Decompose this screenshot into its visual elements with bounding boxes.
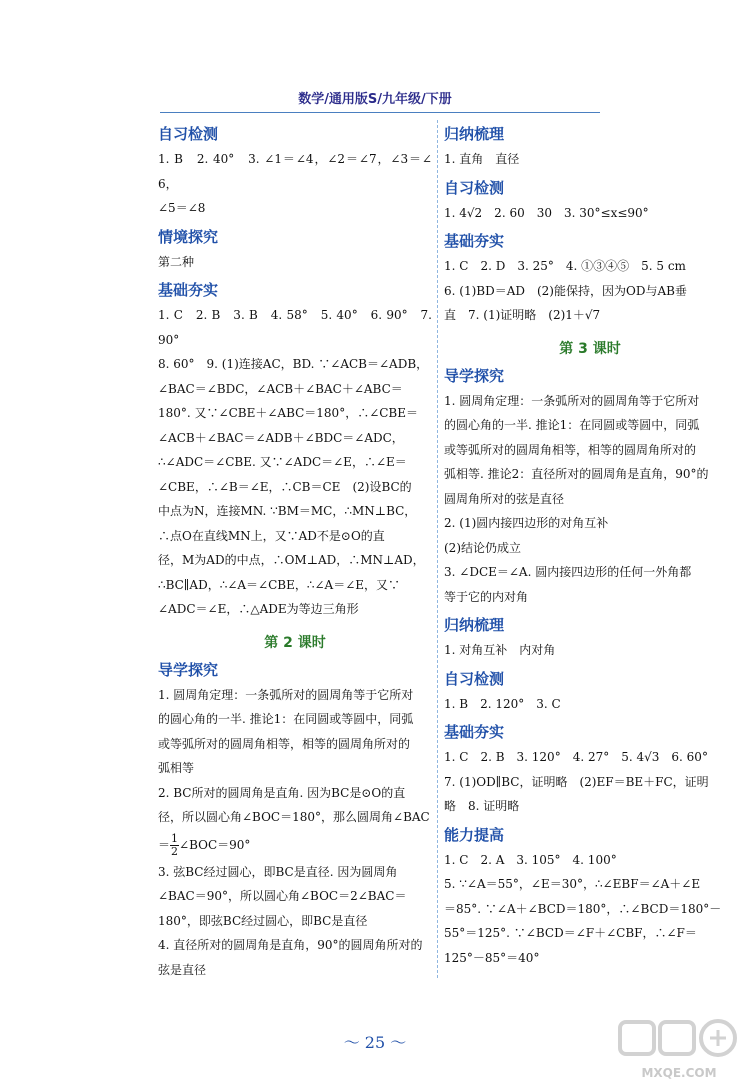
section-title: 情境探究 bbox=[158, 227, 219, 246]
right-column bbox=[444, 118, 736, 970]
answer-line: 3. 弦BC经过圆心，即BC是直径. 因为圆周角 bbox=[158, 864, 398, 879]
answer-line: 1. 对角互补 内对角 bbox=[444, 643, 556, 657]
answer-line: ∴BC∥AD，∴∠A＝∠CBE，∴∠A＝∠E，又∵ bbox=[158, 577, 401, 592]
answer-line: 1. 直角 直径 bbox=[444, 152, 520, 166]
fraction-line bbox=[158, 830, 432, 860]
answer-line: 1. C 2. B 3. B 4. 58° 5. 40° 6. 90° 7. 90° bbox=[158, 308, 432, 347]
answer-line: 1. 圆周角定理：一条弧所对的圆周角等于它所对 bbox=[158, 687, 414, 702]
answer-line: 1. B 2. 40° 3. ∠1＝∠4，∠2＝∠7，∠3＝∠6， bbox=[158, 152, 432, 191]
answer-line: 125°－85°＝40° bbox=[444, 950, 540, 965]
fraction-prefix: ＝ bbox=[158, 837, 171, 852]
lesson-title: 第 3 课时 bbox=[559, 340, 621, 357]
answer-line: ＝85°. ∵∠A＋∠BCD＝180°，∴∠BCD＝180°－ bbox=[444, 901, 722, 916]
fraction-denominator: 2 bbox=[171, 844, 179, 858]
answer-line: 6. (1)BD＝AD (2)能保持，因为OD与AB垂 bbox=[444, 283, 687, 298]
answer-line: 180°，即弦BC经过圆心，即BC是直径 bbox=[158, 913, 368, 928]
fraction-suffix: ∠BOC＝90° bbox=[179, 837, 251, 852]
answer-line: 3. ∠DCE＝∠A. 圆内接四边形的任何一外角都 bbox=[444, 565, 692, 579]
answer-line: 1. C 2. D 3. 25° 4. ①③④⑤ 5. 5 cm bbox=[444, 259, 686, 273]
section-title: 基础夯实 bbox=[444, 232, 505, 250]
answer-line: 1. 圆周角定理：一条弧所对的圆周角等于它所对 bbox=[444, 393, 700, 408]
section-title: 导学探究 bbox=[158, 660, 219, 679]
answer-line: 圆周角所对的弦是直径 bbox=[444, 491, 565, 506]
section-title: 自习检测 bbox=[444, 178, 505, 197]
answer-line: 直 7. (1)证明略 (2)1＋√7 bbox=[444, 308, 601, 322]
section-title: 基础夯实 bbox=[444, 723, 505, 741]
answer-line: 径，所以圆心角∠BOC＝180°，那么圆周角∠BAC bbox=[158, 810, 430, 824]
fraction-numerator: 1 bbox=[171, 831, 179, 845]
answer-line: 中点为N，连接MN. ∵BM＝MC，∴MN⊥BC， bbox=[158, 504, 417, 518]
answer-line: ∴点O在直线MN上，又∵AD不是⊙O的直 bbox=[158, 528, 385, 543]
answer-line: 4. 直径所对的圆周角是直角，90°的圆周角所对的 bbox=[158, 938, 423, 952]
answer-line: 或等弧所对的圆周角相等，相等的圆周角所对的 bbox=[444, 442, 697, 457]
section-title: 自习检测 bbox=[158, 125, 219, 143]
watermark-logo bbox=[616, 1016, 742, 1080]
answer-line: 的圆心角的一半. 推论1：在同圆或等圆中，同弧 bbox=[158, 712, 414, 726]
answer-line: ∴∠ADC＝∠CBE. 又∵∠ADC＝∠E，∴∠E＝ bbox=[158, 455, 407, 469]
section-title: 导学探究 bbox=[444, 366, 505, 385]
answer-line: 5. ∵∠A＝55°，∠E＝30°，∴∠EBF＝∠A＋∠E bbox=[444, 877, 701, 891]
answer-line: 2. BC所对的圆周角是直角. 因为BC是⊙O的直 bbox=[158, 785, 406, 800]
section-title: 基础夯实 bbox=[158, 281, 219, 299]
watermark-text: MXQE.COM bbox=[641, 1066, 717, 1080]
answer-line: 1. C 2. B 3. 120° 4. 27° 5. 4√3 6. 60° bbox=[444, 750, 708, 764]
answer-line: ∠ADC＝∠E，∴△ADE为等边三角形 bbox=[158, 602, 359, 616]
answer-line: ∠BAC＝∠BDC，∠ACB＋∠BAC＋∠ABC＝ bbox=[158, 381, 403, 396]
answer-line: (2)结论仍成立 bbox=[444, 540, 521, 555]
answer-line: ∠5＝∠8 bbox=[158, 201, 206, 215]
section-title: 自习检测 bbox=[444, 669, 505, 688]
answer-line: 1. 4√2 2. 60 30 3. 30°≤x≤90° bbox=[444, 205, 649, 220]
answer-line: 1. B 2. 120° 3. C bbox=[444, 696, 561, 711]
section-title: 能力提高 bbox=[444, 825, 505, 844]
header-rule bbox=[160, 112, 600, 113]
answer-line: 55°＝125°. ∵∠BCD＝∠F＋∠CBF，∴∠F＝ bbox=[444, 926, 697, 940]
section-title: 归纳梳理 bbox=[444, 616, 505, 634]
answer-line: ∠BAC＝90°，所以圆心角∠BOC＝2∠BAC＝ bbox=[158, 889, 407, 903]
page-number: ～ 25 ～ bbox=[343, 1033, 407, 1052]
answer-line: 7. (1)OD∥BC，证明略 (2)EF＝BE＋FC，证明 bbox=[444, 774, 709, 789]
answer-line: 等于它的内对角 bbox=[444, 589, 529, 604]
answer-line: 第二种 bbox=[158, 254, 195, 269]
answer-line: 180°. 又∵∠CBE＋∠ABC＝180°，∴∠CBE＝ bbox=[158, 406, 419, 420]
answer-line: ∠CBE，∴∠B＝∠E，∴CB＝CE (2)设BC的 bbox=[158, 479, 412, 494]
answer-line: 略 8. 证明略 bbox=[444, 799, 520, 813]
watermark-icon bbox=[616, 1016, 742, 1066]
answer-line: 或等弧所对的圆周角相等，相等的圆周角所对的 bbox=[158, 736, 411, 751]
answer-line: 弧相等 bbox=[158, 761, 195, 775]
lesson-title: 第 2 课时 bbox=[264, 634, 326, 651]
answer-line: ∠ACB＋∠BAC＝∠ADB＋∠BDC＝∠ADC， bbox=[158, 430, 404, 445]
page-header: 数学/通用版S/九年级/下册 bbox=[298, 92, 452, 107]
left-column bbox=[158, 118, 432, 982]
answer-line: 径，M为AD的中点，∴OM⊥AD，∴MN⊥AD， bbox=[158, 553, 425, 567]
fraction bbox=[170, 833, 179, 858]
column-divider bbox=[437, 120, 438, 978]
answer-line: 的圆心角的一半. 推论1：在同圆或等圆中，同弧 bbox=[444, 418, 700, 432]
answer-line: 弧相等. 推论2：直径所对的圆周角是直角，90°的 bbox=[444, 467, 709, 481]
section-title: 归纳梳理 bbox=[444, 125, 505, 143]
answer-line: 1. C 2. A 3. 105° 4. 100° bbox=[444, 852, 617, 867]
answer-line: 8. 60° 9. (1)连接AC，BD. ∵∠ACB＝∠ADB， bbox=[158, 357, 429, 371]
answer-line: 2. (1)圆内接四边形的对角互补 bbox=[444, 516, 609, 530]
answer-line: 弦是直径 bbox=[158, 962, 207, 977]
